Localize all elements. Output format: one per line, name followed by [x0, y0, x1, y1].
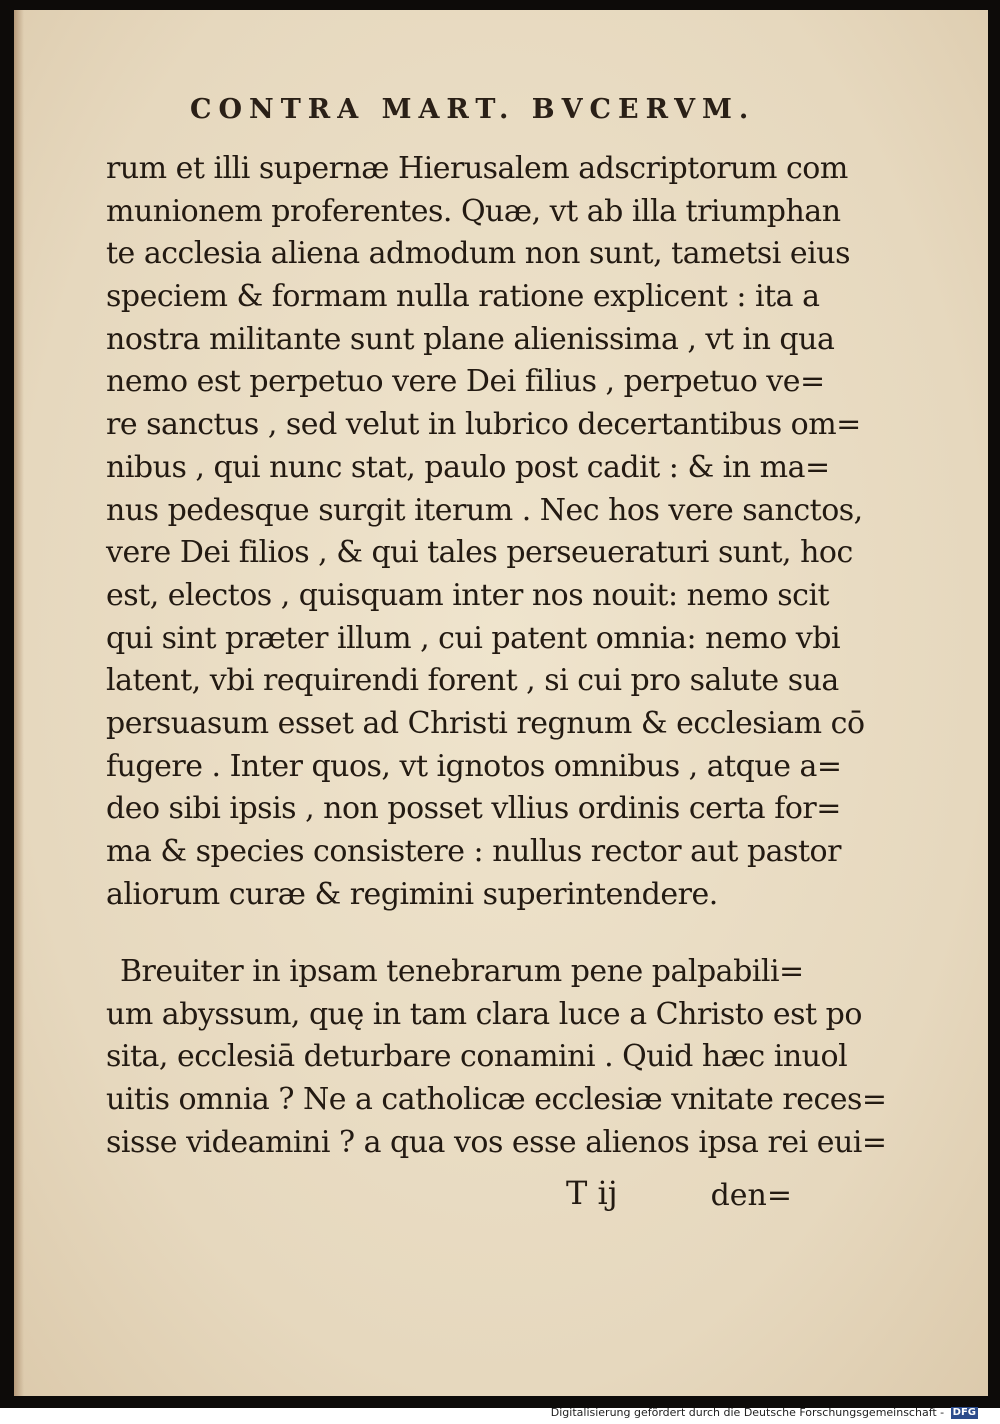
text-line: re sanctus , sed velut in lubrico decertantibus om=: [106, 407, 861, 443]
page-binding-edge: [14, 10, 24, 1396]
text-line: rum et illi supernæ Hierusalem adscriptorum com: [106, 151, 848, 186]
text-line: nemo est perpetuo vere Dei filius , perpetuo ve=: [106, 364, 825, 400]
catchword: den=: [710, 1178, 792, 1213]
text-line: munionem proferentes. Quæ, vt ab illa triumphan: [106, 193, 841, 229]
text-line: ma & species consistere : nullus rector aut pastor: [106, 834, 841, 869]
text-line: sita, ecclesiā deturbare conamini . Quid hæc inuol: [106, 1039, 848, 1075]
dfg-logo: DFG: [952, 1407, 976, 1418]
credit-text: Digitalisierung gefördert durch die Deutsche Forschungsgemeinschaft -: [550, 1406, 945, 1419]
text-line: sisse videamini ? a qua vos esse alienos ipsa rei eui=: [106, 1124, 887, 1160]
text-line: persuasum esset ad Christi regnum & ecclesiam cō: [106, 705, 865, 741]
text-line: nus pedesque surgit iterum . Nec hos vere sanctos,: [106, 492, 863, 528]
text-line: aliorum curæ & regimini superintendere.: [106, 876, 718, 912]
text-line: uitis omnia ? Ne a catholicæ ecclesiæ vnitate reces=: [106, 1082, 887, 1118]
text-line: speciem & formam nulla ratione explicent : ita a: [106, 279, 820, 315]
signature-mark: T ij: [566, 1174, 618, 1212]
running-head: CONTRA MART. BVCERVM.: [190, 94, 756, 125]
text-line: deo sibi ipsis , non posset vllius ordinis certa for=: [106, 791, 841, 827]
paragraph-2: [106, 951, 887, 1164]
text-line: fugere . Inter quos, vt ignotos omnibus , atque a=: [106, 748, 842, 784]
text-line: latent, vbi requirendi forent , si cui pro salute sua: [106, 663, 839, 699]
text-line: te acclesia aliena admodum non sunt, tametsi eius: [106, 236, 850, 272]
text-line: est, electos , quisquam inter nos nouit: nemo scit: [106, 577, 830, 613]
text-line: qui sint præter illum , cui patent omnia: nemo vbi: [106, 620, 841, 656]
text-line: Breuiter in ipsam tenebrarum pene palpabili=: [120, 954, 804, 989]
text-line: nostra militante sunt plane alienissima , vt in qua: [106, 321, 835, 357]
digitization-credit: [551, 1406, 978, 1419]
page-bottom-marks: [566, 1174, 826, 1222]
paragraph-1: [106, 148, 865, 916]
text-line: vere Dei filios , & qui tales perseueraturi sunt, hoc: [106, 535, 853, 571]
text-line: nibus , qui nunc stat, paulo post cadit : & in ma=: [106, 449, 830, 485]
text-line: um abyssum, quę in tam clara luce a Christo est po: [106, 996, 862, 1032]
